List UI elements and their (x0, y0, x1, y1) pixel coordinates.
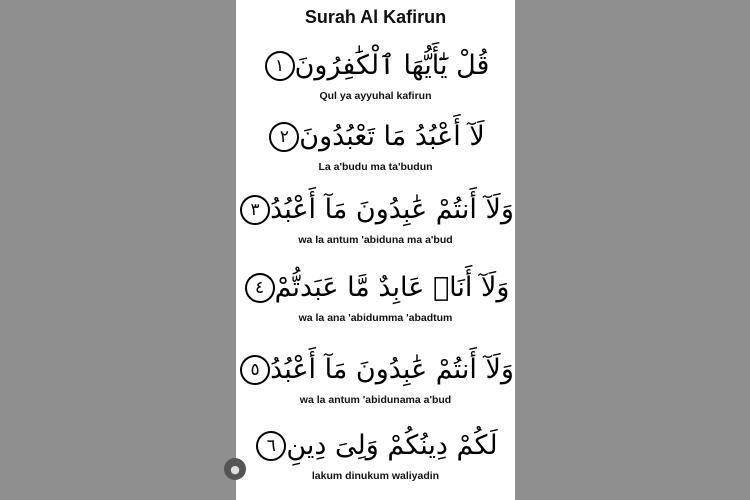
verse-2 (236, 115, 515, 173)
arabic-line (236, 424, 515, 468)
transliteration-2: La a'budu ma ta'budun (318, 161, 433, 173)
surah-panel (236, 0, 515, 500)
arabic-text-6: لَكُمْ دِينُكُمْ وَلِىَ دِينِ (286, 430, 498, 461)
ayah-number-1: ١ (265, 51, 295, 81)
page-title: Surah Al Kafirun (304, 7, 447, 27)
arabic-line (236, 266, 515, 310)
transliteration-1: Qul ya ayyuhal kafirun (319, 90, 432, 102)
arabic-line (236, 188, 515, 232)
verse-1 (236, 44, 515, 102)
arabic-text-5: وَلَآ أَنتُمْ عَٰبِدُونَ مَآ أَعْبُدُ (270, 354, 514, 385)
ayah-number-2: ٢ (269, 122, 299, 152)
arabic-text-4: وَلَآ أَنَا۠ عَابِدٌ مَّا عَبَدتُّمْ (274, 272, 510, 303)
transliteration-5: wa la antum 'abidunama a'bud (299, 394, 452, 406)
arabic-text-3: وَلَآ أَنتُمْ عَٰبِدُونَ مَآ أَعْبُدُ (270, 194, 514, 225)
transliteration-3: wa la antum 'abiduna ma a'bud (298, 234, 453, 246)
verse-5 (236, 348, 515, 406)
verse-6 (236, 424, 515, 482)
arabic-line (236, 44, 515, 88)
arabic-line (236, 348, 515, 392)
arabic-text-1: قُلْ يَٰٓأَيُّهَا ٱلْكَٰفِرُونَ (294, 50, 490, 81)
arabic-text-2: لَآ أَعْبُدُ مَا تَعْبُدُونَ (299, 121, 485, 152)
ayah-number-3: ٣ (240, 195, 270, 225)
arabic-line (236, 115, 515, 159)
verse-3 (236, 188, 515, 246)
ayah-number-4: ٤ (245, 273, 275, 303)
transliteration-6: lakum dinukum waliyadin (311, 470, 440, 482)
ayah-number-6: ٦ (256, 431, 286, 461)
circle-icon[interactable]: ● (224, 458, 246, 480)
verse-4 (236, 266, 515, 324)
ayah-number-5: ٥ (240, 355, 270, 385)
transliteration-4: wa la ana 'abidumma 'abadtum (298, 312, 453, 324)
